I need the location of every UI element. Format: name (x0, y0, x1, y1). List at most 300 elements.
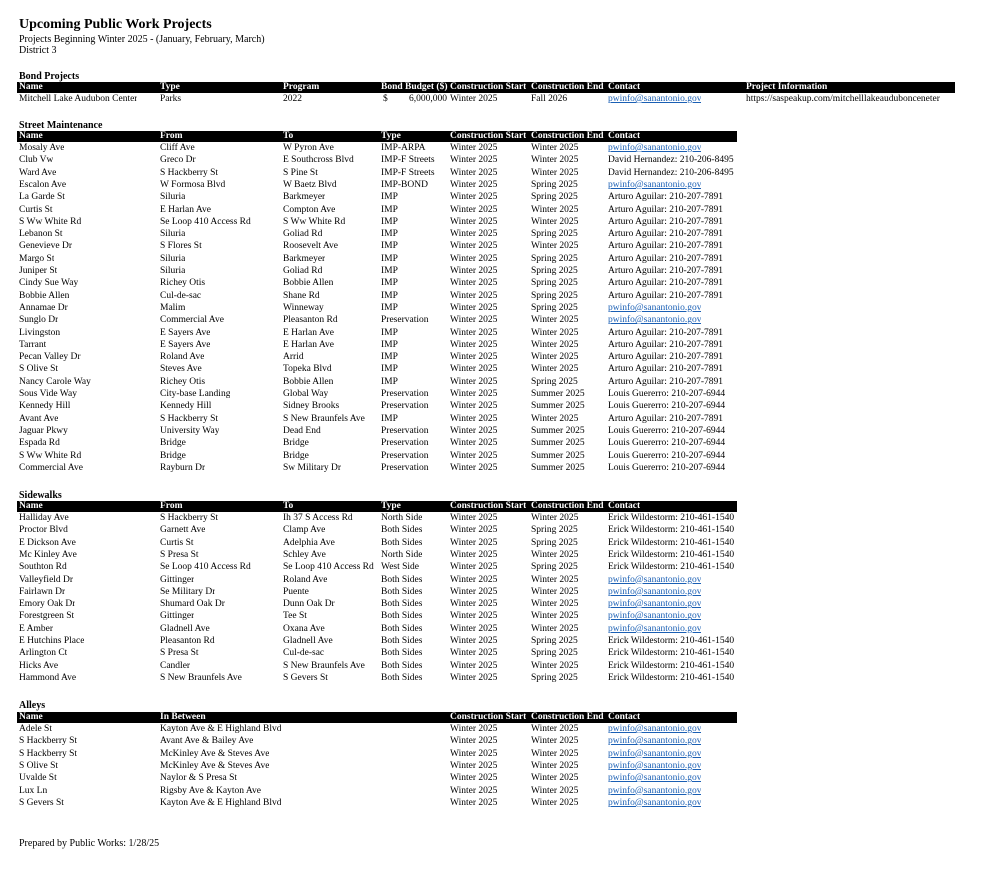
table-cell: Malim (160, 302, 186, 313)
contact-email-link[interactable]: pwinfo@sanantonio.gov (608, 302, 702, 313)
table-cell: Winter 2025 (450, 797, 498, 808)
contact-email-link[interactable]: pwinfo@sanantonio.gov (608, 315, 702, 326)
table-cell: Spring 2025 (531, 253, 578, 264)
table-cell: Spring 2025 (531, 537, 578, 548)
table-cell: Winter 2025 (450, 389, 498, 399)
table-cell: IMP (381, 229, 398, 240)
table-cell: Adele St (19, 724, 52, 734)
table-cell: IMP (381, 216, 398, 227)
table-cell: Gladnell Ave (160, 623, 210, 634)
table-cell: E Harlan Ave (160, 204, 211, 215)
table-cell: Winneway (283, 302, 324, 313)
table-cell: Escalon Ave (19, 179, 67, 190)
table-cell: Uvalde St (19, 773, 57, 784)
table-cell: Arturo Aguilar: 210-207-7891 (608, 278, 724, 289)
table-cell: Winter 2025 (450, 724, 498, 734)
table-cell: Erick Wildestorm: 210-461-1540 (608, 636, 735, 646)
table-cell: Winter 2025 (450, 94, 498, 104)
column-header: Program (283, 82, 320, 92)
table-cell: Hammond Ave (19, 672, 77, 683)
table-cell: E Harlan Ave (283, 339, 334, 350)
table-cell: Preservation (381, 389, 429, 399)
table-cell: Curtis St (160, 537, 194, 548)
table-cell: Louis Guererro: 210-207-6944 (608, 438, 726, 449)
table-cell: Kayton Ave & E Highland Blvd (160, 724, 282, 734)
table-cell: Spring 2025 (531, 376, 578, 387)
table-cell: S Ww White Rd (283, 216, 346, 227)
table-cell: Erick Wildestorm: 210-461-1540 (608, 549, 735, 560)
table-cell: North Side (381, 513, 423, 523)
table-cell: Garnett Ave (160, 525, 206, 536)
table-cell: W Pyron Ave (283, 143, 334, 153)
table-cell: Winter 2025 (450, 278, 498, 289)
table-cell: Clamp Ave (283, 525, 326, 536)
table-cell: Barkmeyer (283, 192, 326, 203)
table-cell: Winter 2025 (450, 462, 498, 473)
table-cell: S Presa St (160, 549, 199, 560)
table-cell: Bobbie Allen (19, 290, 70, 301)
table-cell: Winter 2025 (450, 315, 498, 326)
column-header: Construction Start (450, 131, 527, 141)
contact-email-link[interactable]: pwinfo@sanantonio.gov (608, 574, 702, 585)
column-header: Construction Start (450, 712, 527, 722)
contact-email-link[interactable]: pwinfo@sanantonio.gov (608, 179, 702, 190)
table-cell: Winter 2025 (531, 797, 579, 808)
table-cell: Winter 2025 (531, 660, 579, 671)
table-cell: Arturo Aguilar: 210-207-7891 (608, 204, 724, 215)
table-cell: Winter 2025 (450, 266, 498, 276)
table-cell: Arturo Aguilar: 210-207-7891 (608, 339, 724, 350)
table-cell: North Side (381, 549, 423, 560)
table-cell: Louis Guererro: 210-207-6944 (608, 450, 726, 461)
table-cell: Louis Guererro: 210-207-6944 (608, 462, 726, 473)
table-cell: Emory Oak Dr (19, 599, 76, 610)
table-cell: Winter 2025 (450, 611, 498, 622)
table-cell: Gittinger (160, 574, 195, 585)
table-cell: Winter 2025 (450, 401, 498, 412)
table-cell: IMP (381, 192, 398, 203)
table-cell: McKinley Ave & Steves Ave (160, 760, 270, 771)
table-cell: Winter 2025 (450, 425, 498, 436)
table-cell: Winter 2025 (531, 623, 579, 634)
column-header: Name (19, 712, 43, 722)
table-cell: Forestgreen St (19, 611, 75, 622)
table-cell: Winter 2025 (450, 748, 498, 759)
table-cell: IMP (381, 339, 398, 350)
table-cell: Winter 2025 (531, 549, 579, 560)
table-cell: Commercial Ave (19, 462, 83, 473)
table-cell: Arturo Aguilar: 210-207-7891 (608, 266, 724, 276)
table-cell: Proctor Blvd (19, 525, 68, 536)
contact-email-link[interactable]: pwinfo@sanantonio.gov (608, 748, 702, 759)
table-cell: Roland Ave (160, 352, 205, 363)
table-cell: Winter 2025 (450, 760, 498, 771)
table-cell: IMP (381, 327, 398, 338)
table-cell: Pecan Valley Dr (19, 352, 81, 363)
table-cell: Dead End (283, 425, 321, 436)
table-cell: Both Sides (381, 672, 423, 683)
table-cell: Cul-de-sac (160, 290, 202, 301)
table-cell: Both Sides (381, 586, 423, 597)
prepared-by-footer: Prepared by Public Works: 1/28/25 (19, 838, 160, 849)
table-cell: Arturo Aguilar: 210-207-7891 (608, 413, 724, 424)
table-cell: Cliff Ave (160, 143, 195, 153)
table-cell: Erick Wildestorm: 210-461-1540 (608, 648, 735, 659)
table-cell: W Formosa Blvd (160, 179, 226, 190)
table-cell: Naylor & S Presa St (160, 773, 238, 784)
street-header-row (17, 131, 737, 142)
table-cell: David Hernandez: 210-206-8495 (608, 155, 734, 166)
table-cell: Tee St (283, 611, 307, 622)
project-info-url: https://saspeakup.com/mitchelllakeaudubonceneter (746, 94, 940, 104)
column-header: To (283, 501, 294, 511)
contact-email-link[interactable]: pwinfo@sanantonio.gov (608, 94, 702, 104)
contact-email-link[interactable]: pwinfo@sanantonio.gov (608, 785, 702, 796)
table-cell: Winter 2025 (531, 599, 579, 610)
table-cell: Spring 2025 (531, 636, 578, 646)
table-cell: Oxana Ave (283, 623, 325, 634)
table-cell: Winter 2025 (450, 216, 498, 227)
column-header: Contact (608, 82, 641, 92)
sidewalks-header-row (17, 501, 737, 512)
contact-email-link[interactable]: pwinfo@sanantonio.gov (608, 143, 702, 153)
table-cell: Barkmeyer (283, 253, 326, 264)
table-cell: Winter 2025 (450, 327, 498, 338)
bond-section-heading: Bond Projects (19, 71, 80, 82)
table-cell: Arturo Aguilar: 210-207-7891 (608, 253, 724, 264)
table-cell: S Flores St (160, 241, 202, 252)
table-cell: IMP (381, 266, 398, 276)
table-cell: Cindy Sue Way (19, 278, 79, 289)
table-cell: Roland Ave (283, 574, 328, 585)
table-cell: Valleyfield Dr (19, 574, 74, 585)
table-cell: Kennedy Hill (160, 401, 212, 412)
table-cell: Louis Guererro: 210-207-6944 (608, 401, 726, 412)
table-cell: S Olive St (19, 364, 59, 375)
table-cell: S Ww White Rd (19, 216, 82, 227)
table-cell: Gladnell Ave (283, 636, 333, 646)
table-cell: E Southcross Blvd (283, 155, 354, 166)
table-cell: City-base Landing (160, 389, 231, 399)
table-cell: Winter 2025 (531, 143, 579, 153)
table-cell: Rigsby Ave & Kayton Ave (160, 785, 261, 796)
table-cell: Erick Wildestorm: 210-461-1540 (608, 525, 735, 536)
table-cell: Goliad Rd (283, 229, 323, 240)
table-cell: Bridge (160, 450, 186, 461)
table-cell: Winter 2025 (531, 760, 579, 771)
table-cell: Summer 2025 (531, 450, 585, 461)
table-cell: Winter 2025 (450, 339, 498, 350)
contact-email-link[interactable]: pwinfo@sanantonio.gov (608, 611, 702, 622)
table-cell: Winter 2025 (450, 302, 498, 313)
table-cell: S New Braunfels Ave (283, 660, 365, 671)
table-cell: Winter 2025 (531, 315, 579, 326)
table-cell: Dunn Oak Dr (283, 599, 335, 610)
table-cell: Spring 2025 (531, 290, 578, 301)
table-cell: Winter 2025 (450, 574, 498, 585)
table-cell: Erick Wildestorm: 210-461-1540 (608, 660, 735, 671)
column-header: Type (160, 82, 180, 92)
table-cell: Spring 2025 (531, 179, 578, 190)
column-header: Name (19, 131, 43, 141)
table-cell: Siluria (160, 266, 186, 276)
table-cell: Se Loop 410 Access Rd (160, 216, 251, 227)
district-label: District 3 (19, 45, 57, 56)
table-cell: Summer 2025 (531, 438, 585, 449)
table-cell: Winter 2025 (531, 364, 579, 375)
table-cell: Winter 2025 (450, 660, 498, 671)
table-cell: Gittinger (160, 611, 195, 622)
table-cell: Erick Wildestorm: 210-461-1540 (608, 513, 735, 523)
table-cell: Both Sides (381, 648, 423, 659)
table-cell: Club Vw (19, 155, 54, 166)
table-cell: Spring 2025 (531, 192, 578, 203)
table-cell: S Hackberry St (160, 167, 219, 178)
table-cell: Parks (160, 94, 182, 104)
table-cell: Lux Ln (19, 785, 48, 796)
table-cell: Spring 2025 (531, 302, 578, 313)
table-cell: Arrid (283, 352, 304, 363)
table-cell: IMP-F Streets (381, 167, 435, 178)
table-cell: Winter 2025 (531, 167, 579, 178)
table-cell: Roosevelt Ave (283, 241, 338, 252)
table-cell: Winter 2025 (531, 736, 579, 747)
table-cell: S New Braunfels Ave (283, 413, 365, 424)
table-cell: S Hackberry St (160, 513, 219, 523)
table-cell: Louis Guererro: 210-207-6944 (608, 425, 726, 436)
column-header: Construction End (531, 712, 604, 722)
page-title: Upcoming Public Work Projects (19, 17, 212, 32)
column-header: Name (19, 501, 43, 511)
table-cell: West Side (381, 562, 420, 573)
table-cell: Se Loop 410 Access Rd (283, 562, 374, 573)
table-cell: Arturo Aguilar: 210-207-7891 (608, 327, 724, 338)
column-header: Type (381, 131, 401, 141)
column-header: From (160, 501, 183, 511)
table-cell: Winter 2025 (450, 513, 498, 523)
table-cell: Summer 2025 (531, 401, 585, 412)
table-cell: Both Sides (381, 660, 423, 671)
table-cell: Nancy Carole Way (19, 376, 91, 387)
table-cell: S Ww White Rd (19, 450, 82, 461)
table-cell: IMP-F Streets (381, 155, 435, 166)
table-cell: Siluria (160, 229, 186, 240)
table-cell: Winter 2025 (450, 586, 498, 597)
table-cell: Arturo Aguilar: 210-207-7891 (608, 290, 724, 301)
table-cell: E Amber (19, 623, 54, 634)
table-cell: Preservation (381, 315, 429, 326)
table-cell: Se Military Dr (160, 586, 216, 597)
table-cell: Winter 2025 (531, 724, 579, 734)
table-cell: Preservation (381, 401, 429, 412)
table-cell: IMP (381, 241, 398, 252)
table-cell: Livingston (19, 327, 61, 338)
table-cell: Topeka Blvd (283, 364, 332, 375)
column-header: Name (19, 82, 43, 92)
table-cell: IMP (381, 364, 398, 375)
contact-email-link[interactable]: pwinfo@sanantonio.gov (608, 736, 702, 747)
table-cell: Arturo Aguilar: 210-207-7891 (608, 192, 724, 203)
table-cell: Winter 2025 (450, 413, 498, 424)
table-cell: Fairlawn Dr (19, 586, 66, 597)
table-cell: S Presa St (160, 648, 199, 659)
table-cell: Siluria (160, 253, 186, 264)
table-cell: Both Sides (381, 525, 423, 536)
table-cell: Erick Wildestorm: 210-461-1540 (608, 672, 735, 683)
table-cell: Halliday Ave (19, 513, 69, 523)
table-cell: Winter 2025 (531, 327, 579, 338)
table-cell: Cul-de-sac (283, 648, 325, 659)
table-cell: Adelphia Ave (283, 537, 335, 548)
column-header: In Between (160, 712, 206, 722)
table-cell: Winter 2025 (450, 204, 498, 215)
table-cell: Winter 2025 (450, 450, 498, 461)
table-cell: Winter 2025 (531, 241, 579, 252)
table-cell: Winter 2025 (450, 352, 498, 363)
table-cell: Richey Otis (160, 376, 206, 387)
contact-email-link[interactable]: pwinfo@sanantonio.gov (608, 599, 702, 610)
table-cell: Winter 2025 (450, 167, 498, 178)
table-cell: Preservation (381, 438, 429, 449)
table-cell: Winter 2025 (450, 376, 498, 387)
table-cell: S Hackberry St (160, 413, 219, 424)
table-cell: Summer 2025 (531, 462, 585, 473)
bond-header-row (17, 82, 955, 93)
table-cell: IMP (381, 302, 398, 313)
table-cell: Both Sides (381, 623, 423, 634)
table-cell: Louis Guererro: 210-207-6944 (608, 389, 726, 399)
table-cell: Spring 2025 (531, 525, 578, 536)
table-cell: Winter 2025 (450, 179, 498, 190)
table-cell: Winter 2025 (531, 513, 579, 523)
table-cell: Juniper St (19, 266, 58, 276)
table-cell: 2022 (283, 94, 302, 104)
table-cell: Spring 2025 (531, 672, 578, 683)
table-cell: Arturo Aguilar: 210-207-7891 (608, 229, 724, 240)
contact-email-link[interactable]: pwinfo@sanantonio.gov (608, 623, 702, 634)
table-cell: Winter 2025 (450, 290, 498, 301)
table-cell: Curtis St (19, 204, 53, 215)
table-cell: Spring 2025 (531, 562, 578, 573)
table-cell: Winter 2025 (450, 672, 498, 683)
table-cell: E Harlan Ave (283, 327, 334, 338)
table-cell: Rayburn Dr (160, 462, 206, 473)
table-cell: Erick Wildestorm: 210-461-1540 (608, 537, 735, 548)
table-cell: Winter 2025 (450, 636, 498, 646)
table-cell: Winter 2025 (531, 574, 579, 585)
table-cell: Summer 2025 (531, 425, 585, 436)
table-cell: Lebanon St (19, 229, 63, 240)
table-cell: Winter 2025 (450, 623, 498, 634)
table-cell: Both Sides (381, 574, 423, 585)
contact-email-link[interactable]: pwinfo@sanantonio.gov (608, 773, 702, 784)
alleys-header-row (17, 712, 737, 723)
table-cell: Winter 2025 (450, 773, 498, 784)
table-cell: Spring 2025 (531, 266, 578, 276)
table-cell: Arturo Aguilar: 210-207-7891 (608, 376, 724, 387)
table-cell: Erick Wildestorm: 210-461-1540 (608, 562, 735, 573)
table-cell: IMP (381, 278, 398, 289)
table-cell: Ward Ave (19, 167, 57, 178)
table-cell: Winter 2025 (450, 241, 498, 252)
column-header: Contact (608, 131, 641, 141)
table-cell: Global Way (283, 389, 329, 399)
table-cell: Jaguar Pkwy (19, 425, 68, 436)
column-header: Project Information (746, 82, 828, 92)
table-cell: Mitchell Lake Audubon Center (19, 94, 138, 104)
table-cell: Summer 2025 (531, 389, 585, 399)
table-cell: Bobbie Allen (283, 376, 334, 387)
table-cell: Sidney Brooks (283, 401, 340, 412)
table-cell: Se Loop 410 Access Rd (160, 562, 251, 573)
table-cell: Annamae Dr (19, 302, 68, 313)
column-header: Construction End (531, 501, 604, 511)
table-cell: Puente (283, 586, 309, 597)
table-cell: Bridge (160, 438, 186, 449)
table-cell: Bobbie Allen (283, 278, 334, 289)
table-cell: Kennedy Hill (19, 401, 71, 412)
contact-email-link[interactable]: pwinfo@sanantonio.gov (608, 724, 702, 734)
table-cell: S Pine St (283, 167, 318, 178)
table-cell: Winter 2025 (531, 155, 579, 166)
column-header: Bond Budget ($) (381, 82, 448, 92)
table-cell: Winter 2025 (450, 143, 498, 153)
table-cell: Avant Ave & Bailey Ave (160, 736, 254, 747)
contact-email-link[interactable]: pwinfo@sanantonio.gov (608, 586, 702, 597)
table-cell: Mc Kinley Ave (19, 549, 77, 560)
table-cell: Winter 2025 (531, 611, 579, 622)
table-cell: Winter 2025 (531, 339, 579, 350)
contact-email-link[interactable]: pwinfo@sanantonio.gov (608, 760, 702, 771)
table-cell: Winter 2025 (450, 192, 498, 203)
table-cell: Sunglo Dr (19, 315, 59, 326)
table-cell: Both Sides (381, 636, 423, 646)
table-cell: Hicks Ave (19, 660, 59, 671)
table-cell: W Baetz Blvd (283, 179, 337, 190)
table-cell: McKinley Ave & Steves Ave (160, 748, 270, 759)
table-cell: Genevieve Dr (19, 241, 73, 252)
table-cell: S Hackberry St (19, 748, 78, 759)
contact-email-link[interactable]: pwinfo@sanantonio.gov (608, 797, 702, 808)
table-cell: S Gevers St (283, 672, 328, 683)
table-cell: Pleasanton Rd (283, 315, 338, 326)
table-cell: Kayton Ave & E Highland Blvd (160, 797, 282, 808)
table-cell: Arturo Aguilar: 210-207-7891 (608, 352, 724, 363)
table-cell: Greco Dr (160, 155, 196, 166)
table-cell: IMP-ARPA (381, 143, 426, 153)
table-cell: E Sayers Ave (160, 327, 211, 338)
street-section-heading: Street Maintenance (19, 120, 103, 131)
table-cell: Both Sides (381, 611, 423, 622)
table-cell: Winter 2025 (450, 364, 498, 375)
column-header: From (160, 131, 183, 141)
table-cell: Mosaly Ave (19, 143, 65, 153)
table-cell: Winter 2025 (531, 204, 579, 215)
table-cell: Both Sides (381, 537, 423, 548)
table-cell: E Sayers Ave (160, 339, 211, 350)
table-cell: Both Sides (381, 599, 423, 610)
table-cell: Avant Ave (19, 413, 59, 424)
table-cell: Winter 2025 (531, 586, 579, 597)
table-cell: Southton Rd (19, 562, 67, 573)
table-cell: Preservation (381, 425, 429, 436)
table-cell: S Olive St (19, 760, 59, 771)
table-cell: Goliad Rd (283, 266, 323, 276)
table-cell: Shumard Oak Dr (160, 599, 225, 610)
table-cell: Ih 37 S Access Rd (283, 513, 353, 523)
table-cell: IMP (381, 413, 398, 424)
alleys-section-heading: Alleys (19, 700, 46, 711)
